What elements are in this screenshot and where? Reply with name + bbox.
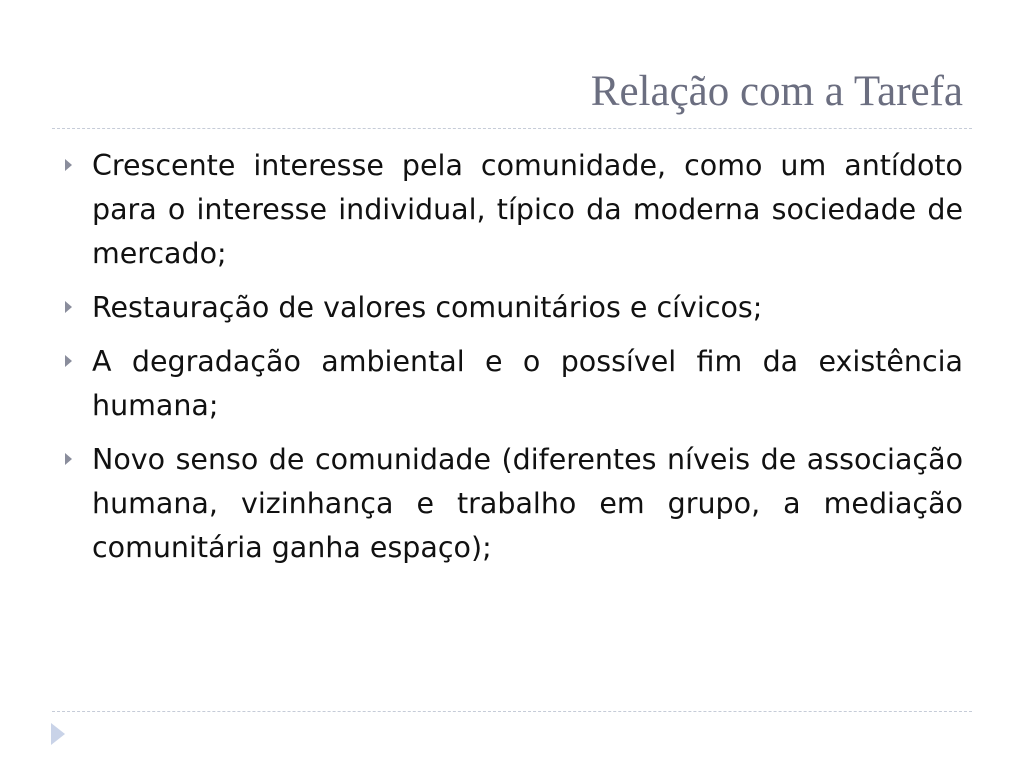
bullet-list xyxy=(60,144,963,580)
bullet-text: Novo senso de comunidade (diferentes níveis de associação humana, vizinhança e trabalho em grupo, a mediação comunitária ganha espaço); xyxy=(92,443,963,564)
title-divider xyxy=(52,128,972,129)
bullet-item xyxy=(60,144,963,276)
slide-title: Relação com a Tarefa xyxy=(590,68,963,115)
triangle-bullet-icon xyxy=(65,453,72,465)
bullet-text: Restauração de valores comunitários e cívicos; xyxy=(92,291,763,324)
bullet-item xyxy=(60,286,963,330)
footer-divider xyxy=(52,711,972,712)
bullet-text: Crescente interesse pela comunidade, como um antídoto para o interesse individual, típico da moderna sociedade de mercado; xyxy=(92,149,963,270)
bullet-item xyxy=(60,438,963,570)
triangle-bullet-icon xyxy=(65,159,72,171)
play-arrow-icon[interactable] xyxy=(51,723,65,745)
bullet-text: A degradação ambiental e o possível fim da existência humana; xyxy=(92,345,963,422)
bullet-item xyxy=(60,340,963,428)
triangle-bullet-icon xyxy=(65,355,72,367)
triangle-bullet-icon xyxy=(65,301,72,313)
